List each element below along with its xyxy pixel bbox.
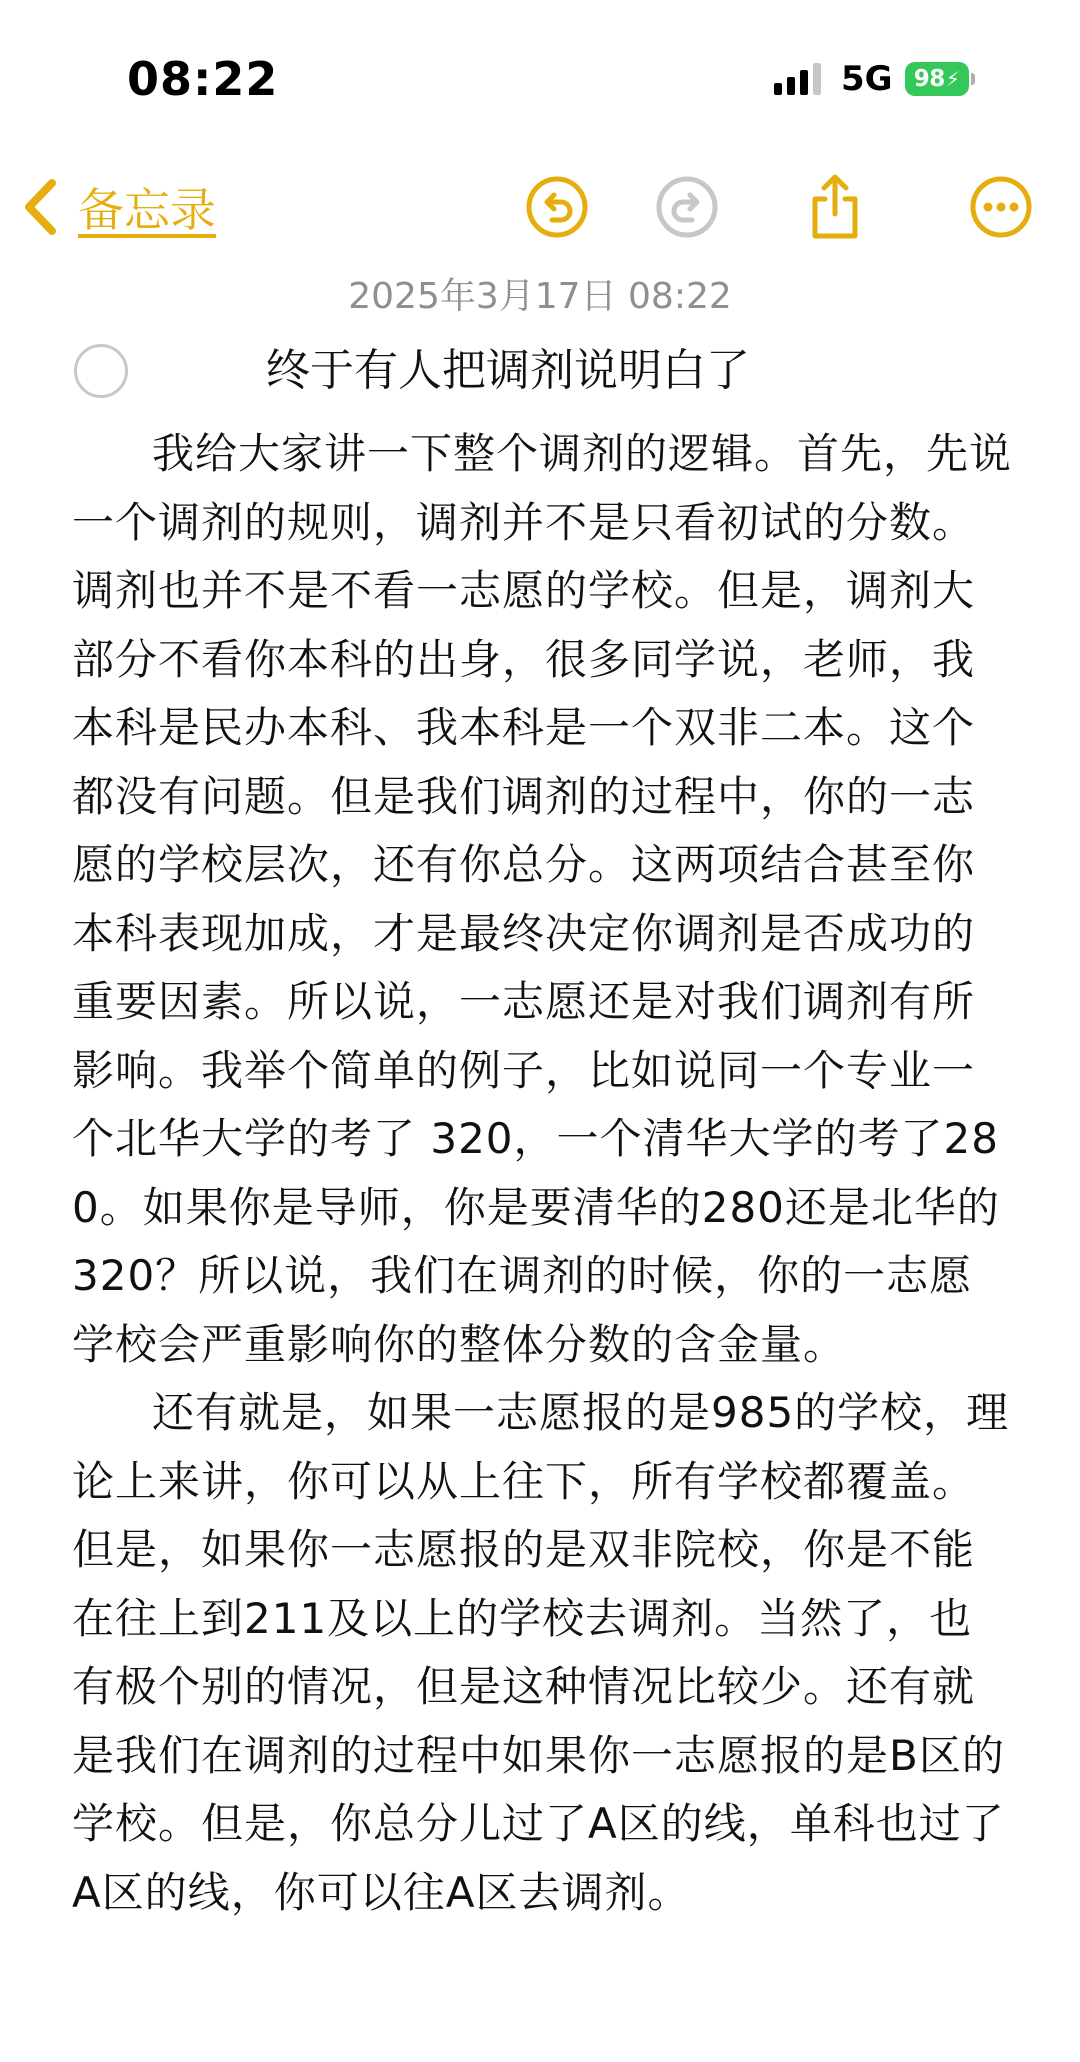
network-type: 5G <box>841 59 893 99</box>
back-button-label: 备忘录 <box>78 183 216 237</box>
share-button[interactable] <box>800 172 870 242</box>
chevron-left-icon <box>22 178 58 236</box>
note-body[interactable] <box>72 420 1012 1927</box>
note-paragraph: 我给大家讲一下整个调剂的逻辑。首先，先说一个调剂的规则，调剂并不是只看初试的分数。调剂也并不是不看一志愿的学校。但是，调剂大部分不看你本科的出身，很多同学说，老师，我本科是民办本科、我本科是一个双非二本。这个都没有问题。但是我们调剂的过程中，你的一志愿的学校层次，还有你总分。这两项结合甚至你本科表现加成，才是最终决定你调剂是否成功的重要因素。所以说，一志愿还是对我们调剂有所影响。我举个简单的例子，比如说同一个专业一个北华大学的考了 320，一个清华大学的考了280。如果你是导师，你是要清华的280还是北华的320？所以说，我们在调剂的时候，你的一志愿学校会严重影响你的整体分数的含金量。 <box>72 429 1013 1369</box>
battery-cap <box>971 73 975 85</box>
back-button[interactable] <box>22 172 216 242</box>
more-button[interactable] <box>966 172 1036 242</box>
status-indicators <box>774 60 975 98</box>
charging-bolt-icon: ⚡ <box>945 67 960 91</box>
note-paragraph: 还有就是，如果一志愿报的是985的学校，理论上来讲，你可以从上往下，所有学校都覆盖。但是，如果你一志愿报的是双非院校，你是不能在往上到211及以上的学校去调剂。当然了，也有极个别的情况，但是这种情况比较少。还有就是我们在调剂的过程中如果你一志愿报的是B区的学校。但是，你总分儿过了A区的线，单科也过了A区的线，你可以往A区去调剂。 <box>72 1388 1010 1917</box>
undo-icon <box>525 175 589 239</box>
note-title[interactable]: 终于有人把调剂说明白了 <box>266 345 750 396</box>
redo-button[interactable] <box>652 172 722 242</box>
status-time: 08:22 <box>127 52 279 106</box>
battery-icon <box>905 62 969 96</box>
note-date: 2025年3月17日 08:22 <box>348 276 732 317</box>
checklist-checkbox[interactable] <box>74 344 128 398</box>
redo-icon <box>655 175 719 239</box>
share-icon <box>803 172 867 242</box>
battery-level: 98 <box>913 66 945 92</box>
undo-button[interactable] <box>522 172 592 242</box>
cellular-signal-icon <box>774 63 821 95</box>
more-icon <box>969 175 1033 239</box>
